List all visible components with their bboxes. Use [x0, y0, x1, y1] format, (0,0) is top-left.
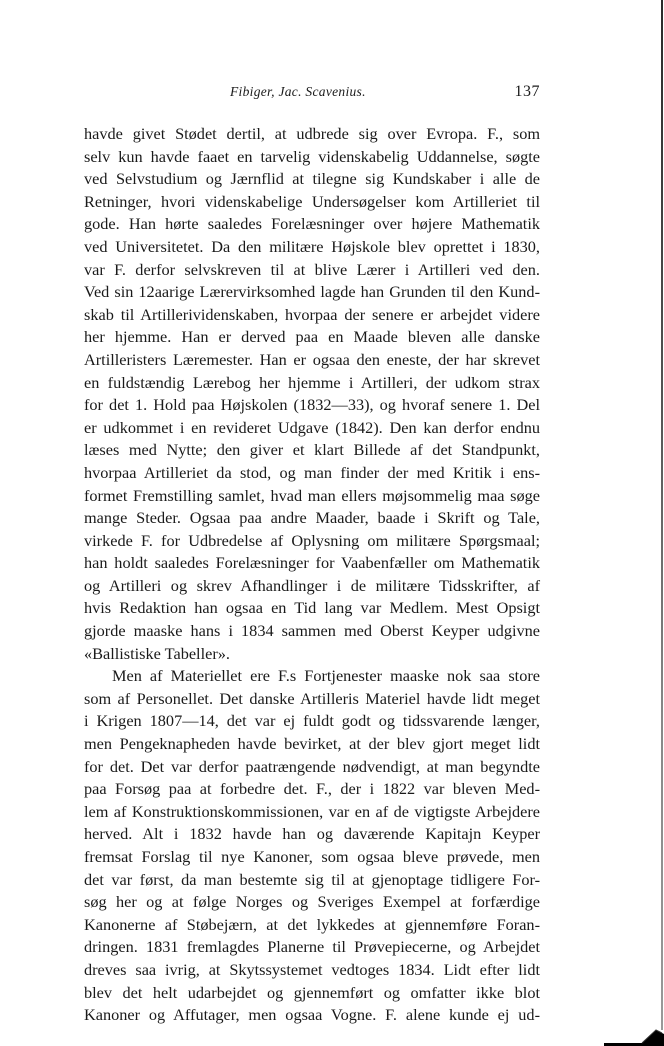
text-line: for det 1. Hold paa Højskolen (1832—33), og hvoraf senere 1. Del [84, 395, 540, 415]
text-line: herved. Alt i 1832 havde han og daværende Kapitajn Keyper [84, 824, 540, 844]
text-line: gode. Han hørte saaledes Forelæsninger over højere Mathematik [84, 214, 540, 234]
text-line: ved Selvstudium og Jærnflid at tilegne sig Kundskaber i alle de [84, 169, 540, 189]
text-line: læses med Nytte; den giver et klart Billede af det Standpunkt, [84, 440, 540, 460]
text-line: hvis Redaktion han ogsaa en Tid lang var Medlem. Mest Opsigt [84, 598, 540, 618]
text-line: en fuldstændig Lærebog her hjemme i Artilleri, der udkom strax [84, 372, 540, 392]
text-line: Retninger, hvori videnskabelige Undersøgelser kom Artilleriet til [84, 191, 540, 211]
text-line: dringen. 1831 fremlagdes Planerne til Prøvepiecerne, og Arbejdet [84, 937, 540, 957]
running-head [84, 82, 540, 106]
text-line-paragraph-start: Men af Materiellet ere F.s Fortjenester maaske nok saa store [112, 666, 540, 686]
text-line: dreves saa ivrig, at Skytssystemet vedtoges 1834. Lidt efter lidt [84, 959, 540, 979]
text-line: fremsat Forslag til nye Kanoner, som ogsaa bleve prøvede, men [84, 847, 540, 866]
text-line: det var først, da man bestemte sig til at gjenoptage tidligere For- [84, 869, 540, 889]
text-line: i Krigen 1807—14, det var ej fuldt godt og tidssvarende længer, [84, 711, 540, 731]
text-line: virkede F. for Udbredelse af Oplysning om militære Spørgsmaal; [84, 530, 540, 550]
page-edge-shadow [661, 0, 663, 1030]
text-line: hvorpaa Artilleriet da stod, og man finder der med Kritik i ens- [84, 462, 540, 482]
text-line: Ved sin 12aarige Lærervirksomhed lagde han Grunden til den Kund- [84, 282, 540, 302]
text-line: gjorde maaske hans i 1834 sammen med Oberst Keyper udgivne [84, 621, 540, 641]
text-line: og Artilleri og skrev Afhandlinger i de militære Tidsskrifter, af [84, 575, 540, 595]
text-line: havde givet Stødet dertil, at udbrede sig over Evropa. F., som [84, 124, 540, 143]
text-line: var F. derfor selvskreven til at blive Lærer i Artilleri ved den. [84, 259, 540, 279]
text-line: han holdt saaledes Forelæsninger for Vaabenfæller om Mathematik [84, 553, 540, 573]
text-line: her hjemme. Han er derved paa en Maade bleven alle danske [84, 327, 540, 347]
text-line: mange Steder. Ogsaa paa andre Maader, baade i Skrift og Tale, [84, 508, 540, 528]
body-text [84, 123, 540, 1027]
text-line-paragraph-end: «Ballistiske Tabeller». [84, 643, 230, 663]
text-line: skab til Artillerividenskaben, hvorpaa der senere er arbejdet videre [84, 304, 540, 324]
text-line: søg her og at følge Norges og Sveriges Exempel at forfærdige [84, 892, 540, 912]
running-title: Fibiger, Jac. Scavenius. [230, 84, 366, 99]
text-line: blev det helt udarbejdet og gjennemført og omfatter ikke blot [84, 982, 540, 1002]
text-line: paa Forsøg paa at forbedre det. F., der i 1822 var bleven Med- [84, 779, 540, 799]
text-line: men Pengeknapheden havde bevirket, at der blev gjort meget lidt [84, 734, 540, 754]
text-line: for det. Det var derfor paatrængende nødvendigt, at man begyndte [84, 756, 540, 776]
page-curl-corner [604, 1022, 664, 1046]
text-line: Kanoner og Affutager, men ogsaa Vogne. F. alene kunde ej ud- [84, 1005, 540, 1025]
text-line: Artilleristers Læremester. Han er ogsaa den eneste, der har skrevet [84, 349, 540, 369]
text-line: formet Fremstilling samlet, hvad man ellers møjsommelig maa søge [84, 485, 540, 505]
text-line: ved Universitetet. Da den militære Højskole blev oprettet i 1830, [84, 236, 540, 256]
page-number: 137 [514, 83, 540, 100]
text-line: Kanonerne af Støbejærn, at det lykkedes at gjennemføre Foran- [84, 914, 540, 934]
text-line: lem af Konstruktionskommissionen, var en af de vigtigste Arbejdere [84, 801, 540, 821]
text-line: er udkommet i en revideret Udgave (1842). Den kan derfor endnu [84, 417, 540, 437]
text-line: som af Personellet. Det danske Artilleris Materiel havde lidt meget [84, 688, 540, 708]
text-line: selv kun havde faaet en tarvelig videnskabelig Uddannelse, søgte [84, 146, 540, 166]
